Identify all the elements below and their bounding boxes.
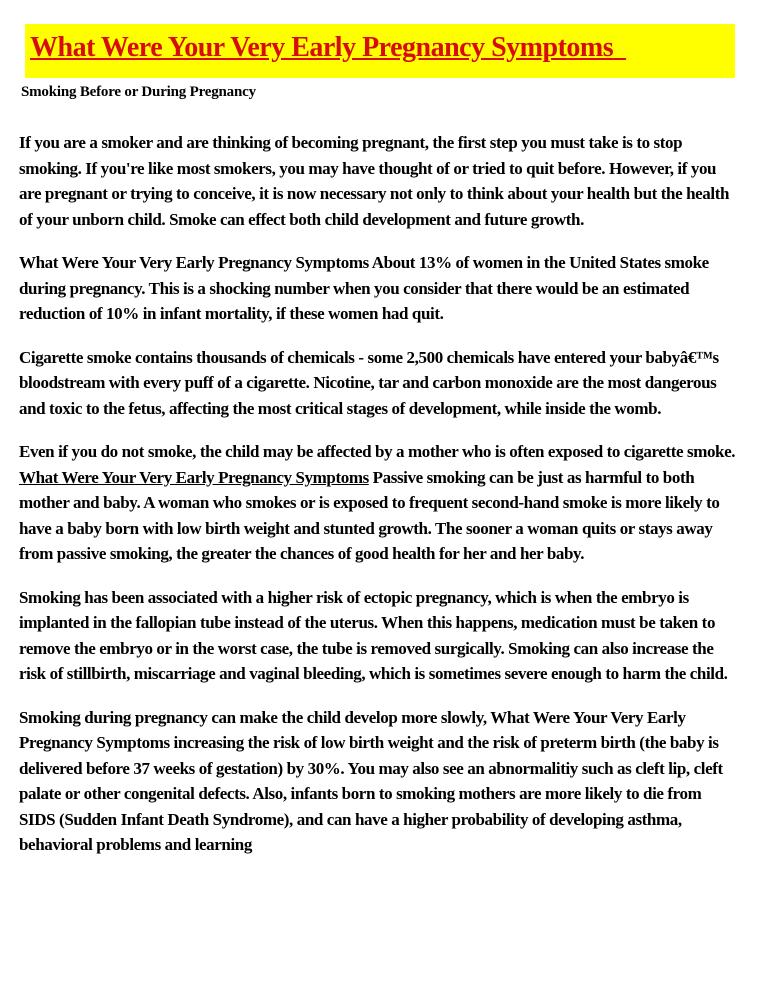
paragraph-passive-smoking-text-before: Even if you do not smoke, the child may be affected by a mother who is often exposed to cigarette smoke. [19, 442, 736, 461]
article-body [19, 130, 740, 876]
inline-keyword-link[interactable]: What Were Your Very Early Pregnancy Symptoms [19, 467, 369, 487]
paragraph-chemicals: Cigarette smoke contains thousands of chemicals - some 2,500 chemicals have entered your babyâ€™s bloodstream with every puff of a cigarette. Nicotine, tar and carbon monoxide are the most dangerous and toxic to the fetus, affecting the most critical stages of development, while inside the womb. [19, 347, 719, 418]
title-banner [25, 24, 735, 78]
page-title-link[interactable]: What Were Your Very Early Pregnancy Symptoms [30, 32, 614, 63]
paragraph-passive-smoking [19, 439, 740, 567]
subtitle: Smoking Before or During Pregnancy [21, 84, 256, 100]
paragraph-passive-smoking-text-after: Passive smoking can be just as harmful to both mother and baby. A woman who smokes or is exposed to frequent second-hand smoke is more likely to have a baby born with low birth weight and stunted growth. The sooner a woman quits or stays away from passive smoking, the greater the chances of good health for her and her baby. [19, 467, 720, 563]
paragraph-ectopic-pregnancy: Smoking has been associated with a higher risk of ectopic pregnancy, which is when the embryo is implanted in the fallopian tube instead of the uterus. When this happens, medication must be taken to remove the embryo or in the worst case, the tube is removed surgically. Smoking can also increase the risk of stillbirth, miscarriage and vaginal bleeding, which is sometimes severe enough to harm the child. [19, 587, 728, 683]
paragraph-development-risks: Smoking during pregnancy can make the child develop more slowly, What Were Your Very Early Pregnancy Symptoms increasing the risk of low birth weight and the risk of preterm birth (the baby is delivered before 37 weeks of gestation) by 30%. You may also see an abnormalitiy such as cleft lip, cleft palate or other congenital defects. Also, infants born to smoking mothers are more likely to die from SIDS (Sudden Infant Death Syndrome), and can have a higher probability of developing asthma, behavioral problems and learning [19, 707, 723, 854]
paragraph-statistics: What Were Your Very Early Pregnancy Symptoms About 13% of women in the United States smoke during pregnancy. This is a shocking number when you consider that there would be an estimated reduction of 10% in infant mortality, if these women had quit. [19, 253, 709, 323]
paragraph-smoker-first-step: If you are a smoker and are thinking of becoming pregnant, the first step you must take is to stop smoking. If you're like most smokers, you may have thought of or tried to quit before. However, if you are pregnant or trying to conceive, it is now necessary not only to think about your health but the health of your unborn child. Smoke can effect both child development and future growth. [19, 133, 730, 229]
